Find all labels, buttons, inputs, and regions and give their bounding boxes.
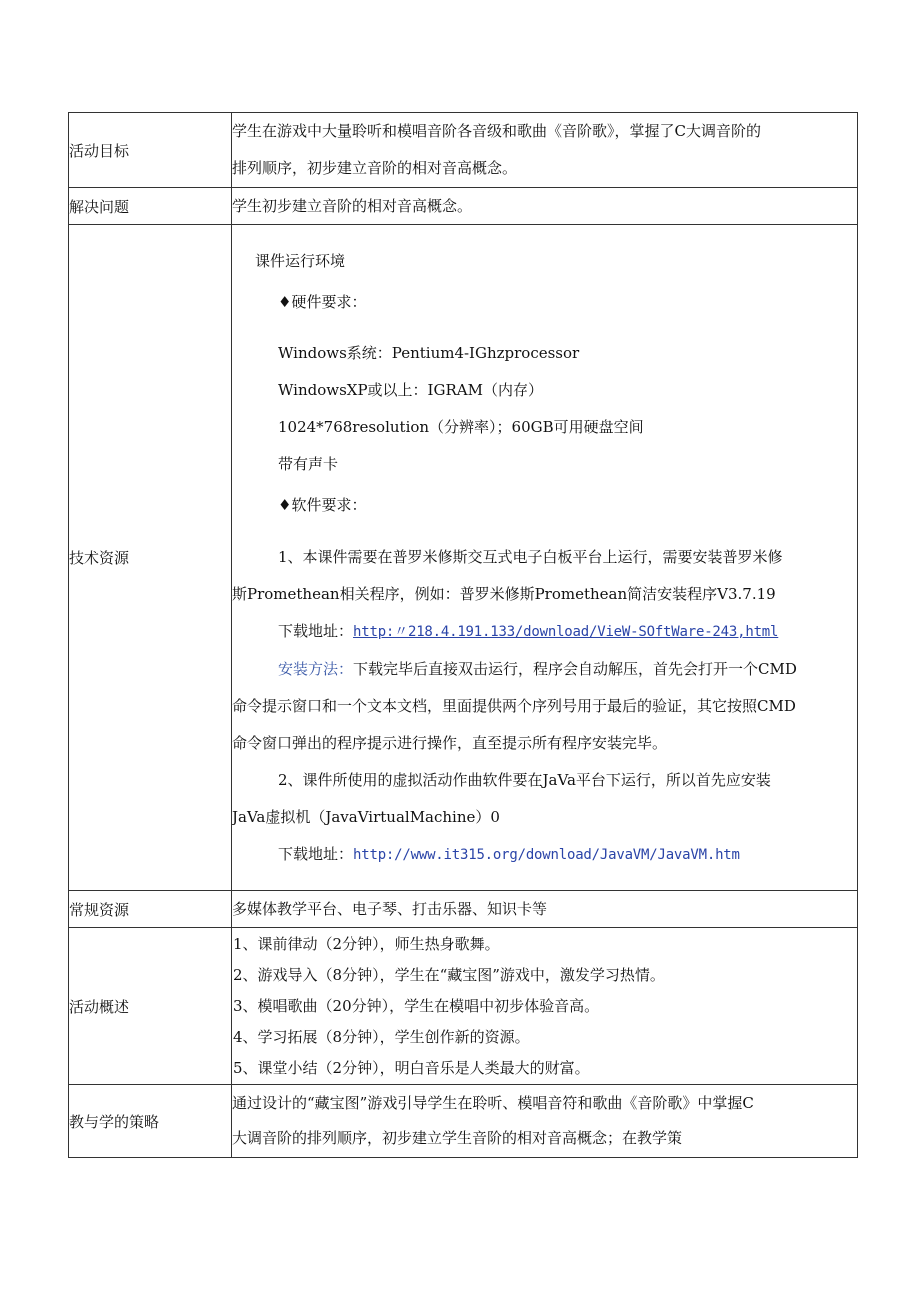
label-overview: 活动概述 xyxy=(69,928,232,1085)
hw-line-2: WindowsXP或以上：IGRAM（内存） xyxy=(278,381,543,399)
download-2-label: 下载地址： xyxy=(278,845,354,863)
lesson-plan-table xyxy=(68,112,858,1158)
strategy-line-2: 大调音阶的排列顺序，初步建立学生音阶的相对音高概念；在教学策 xyxy=(232,1129,683,1147)
overview-item-4: 4、学习拓展（8分钟），学生创作新的资源。 xyxy=(233,1027,530,1046)
goal-line-1: 学生在游戏中大量聆听和模唱音阶各音级和歌曲《音阶歌》，掌握了C大调音阶的 xyxy=(232,122,761,140)
value-tech xyxy=(232,225,858,891)
install-line-2: 命令提示窗口和一个文本文档，里面提供两个序列号用于最后的验证，其它按照CMD xyxy=(232,697,796,715)
row-regular xyxy=(69,891,858,928)
row-tech xyxy=(69,225,858,891)
download-1-row xyxy=(232,613,857,651)
row-goal xyxy=(69,113,858,188)
download-1-link[interactable]: http:〃218.4.191.133/download/VieW-SOftWare-243,html xyxy=(353,624,779,640)
install-line-1 xyxy=(232,651,857,688)
label-problem: 解决问题 xyxy=(69,188,232,225)
row-overview xyxy=(69,928,858,1085)
env-title: 课件运行环境 xyxy=(255,252,346,270)
label-strategy: 教与学的策略 xyxy=(69,1085,232,1158)
hw-line-3: 1024*768resolution（分辨率）；60GB可用硬盘空间 xyxy=(278,418,644,436)
label-goal: 活动目标 xyxy=(69,113,232,188)
hw-line-1: Windows系统：Pentium4-IGhzprocessor xyxy=(278,344,580,362)
item2-line-2: JaVa虚拟机（JavaVirtualMachine）0 xyxy=(232,808,500,826)
value-problem xyxy=(232,188,858,225)
item2-line-1: 2、课件所使用的虚拟活动作曲软件要在JaVa平台下运行，所以首先应安装 xyxy=(278,771,771,789)
download-2-link[interactable]: http://www.it315.org/download/JavaVM/JavaVM.htm xyxy=(353,847,740,863)
overview-item-1: 1、课前律动（2分钟），师生热身歌舞。 xyxy=(233,934,500,953)
download-2-row xyxy=(232,836,857,874)
hw-title: ♦硬件要求： xyxy=(278,293,367,311)
install-text-1: 下载完毕后直接双击运行，程序会自动解压，首先会打开一个CMD xyxy=(353,660,797,678)
label-regular: 常规资源 xyxy=(69,891,232,928)
hw-line-4: 带有声卡 xyxy=(278,455,339,473)
value-strategy xyxy=(232,1085,858,1158)
install-line-3: 命令窗口弹出的程序提示进行操作，直至提示所有程序安装完毕。 xyxy=(232,734,668,752)
value-overview xyxy=(232,928,858,1085)
problem-text: 学生初步建立音阶的相对音高概念。 xyxy=(232,196,473,215)
label-tech: 技术资源 xyxy=(69,225,232,891)
sw-title: ♦软件要求： xyxy=(278,496,367,514)
download-1-label: 下载地址： xyxy=(278,622,354,640)
overview-item-3: 3、模唱歌曲（20分钟），学生在模唱中初步体验音高。 xyxy=(233,996,600,1015)
goal-line-2: 排列顺序，初步建立音阶的相对音高概念。 xyxy=(232,159,518,177)
row-problem xyxy=(69,188,858,225)
regular-text: 多媒体教学平台、电子琴、打击乐器、知识卡等 xyxy=(232,899,548,918)
strategy-line-1: 通过设计的“藏宝图”游戏引导学生在聆听、模唱音符和歌曲《音阶歌》中掌握C xyxy=(232,1094,754,1112)
value-regular xyxy=(232,891,858,928)
item1-line-1: 1、本课件需要在普罗米修斯交互式电子白板平台上运行，需要安装普罗米修 xyxy=(278,548,783,566)
value-goal xyxy=(232,113,858,188)
item1-line-2: 斯Promethean相关程序，例如：普罗米修斯Promethean简洁安装程序V3.7.19 xyxy=(232,585,776,603)
overview-item-2: 2、游戏导入（8分钟），学生在“藏宝图”游戏中，激发学习热情。 xyxy=(233,965,665,984)
overview-item-5: 5、课堂小结（2分钟），明白音乐是人类最大的财富。 xyxy=(233,1058,590,1077)
row-strategy xyxy=(69,1085,858,1158)
install-label: 安装方法： xyxy=(278,660,354,678)
